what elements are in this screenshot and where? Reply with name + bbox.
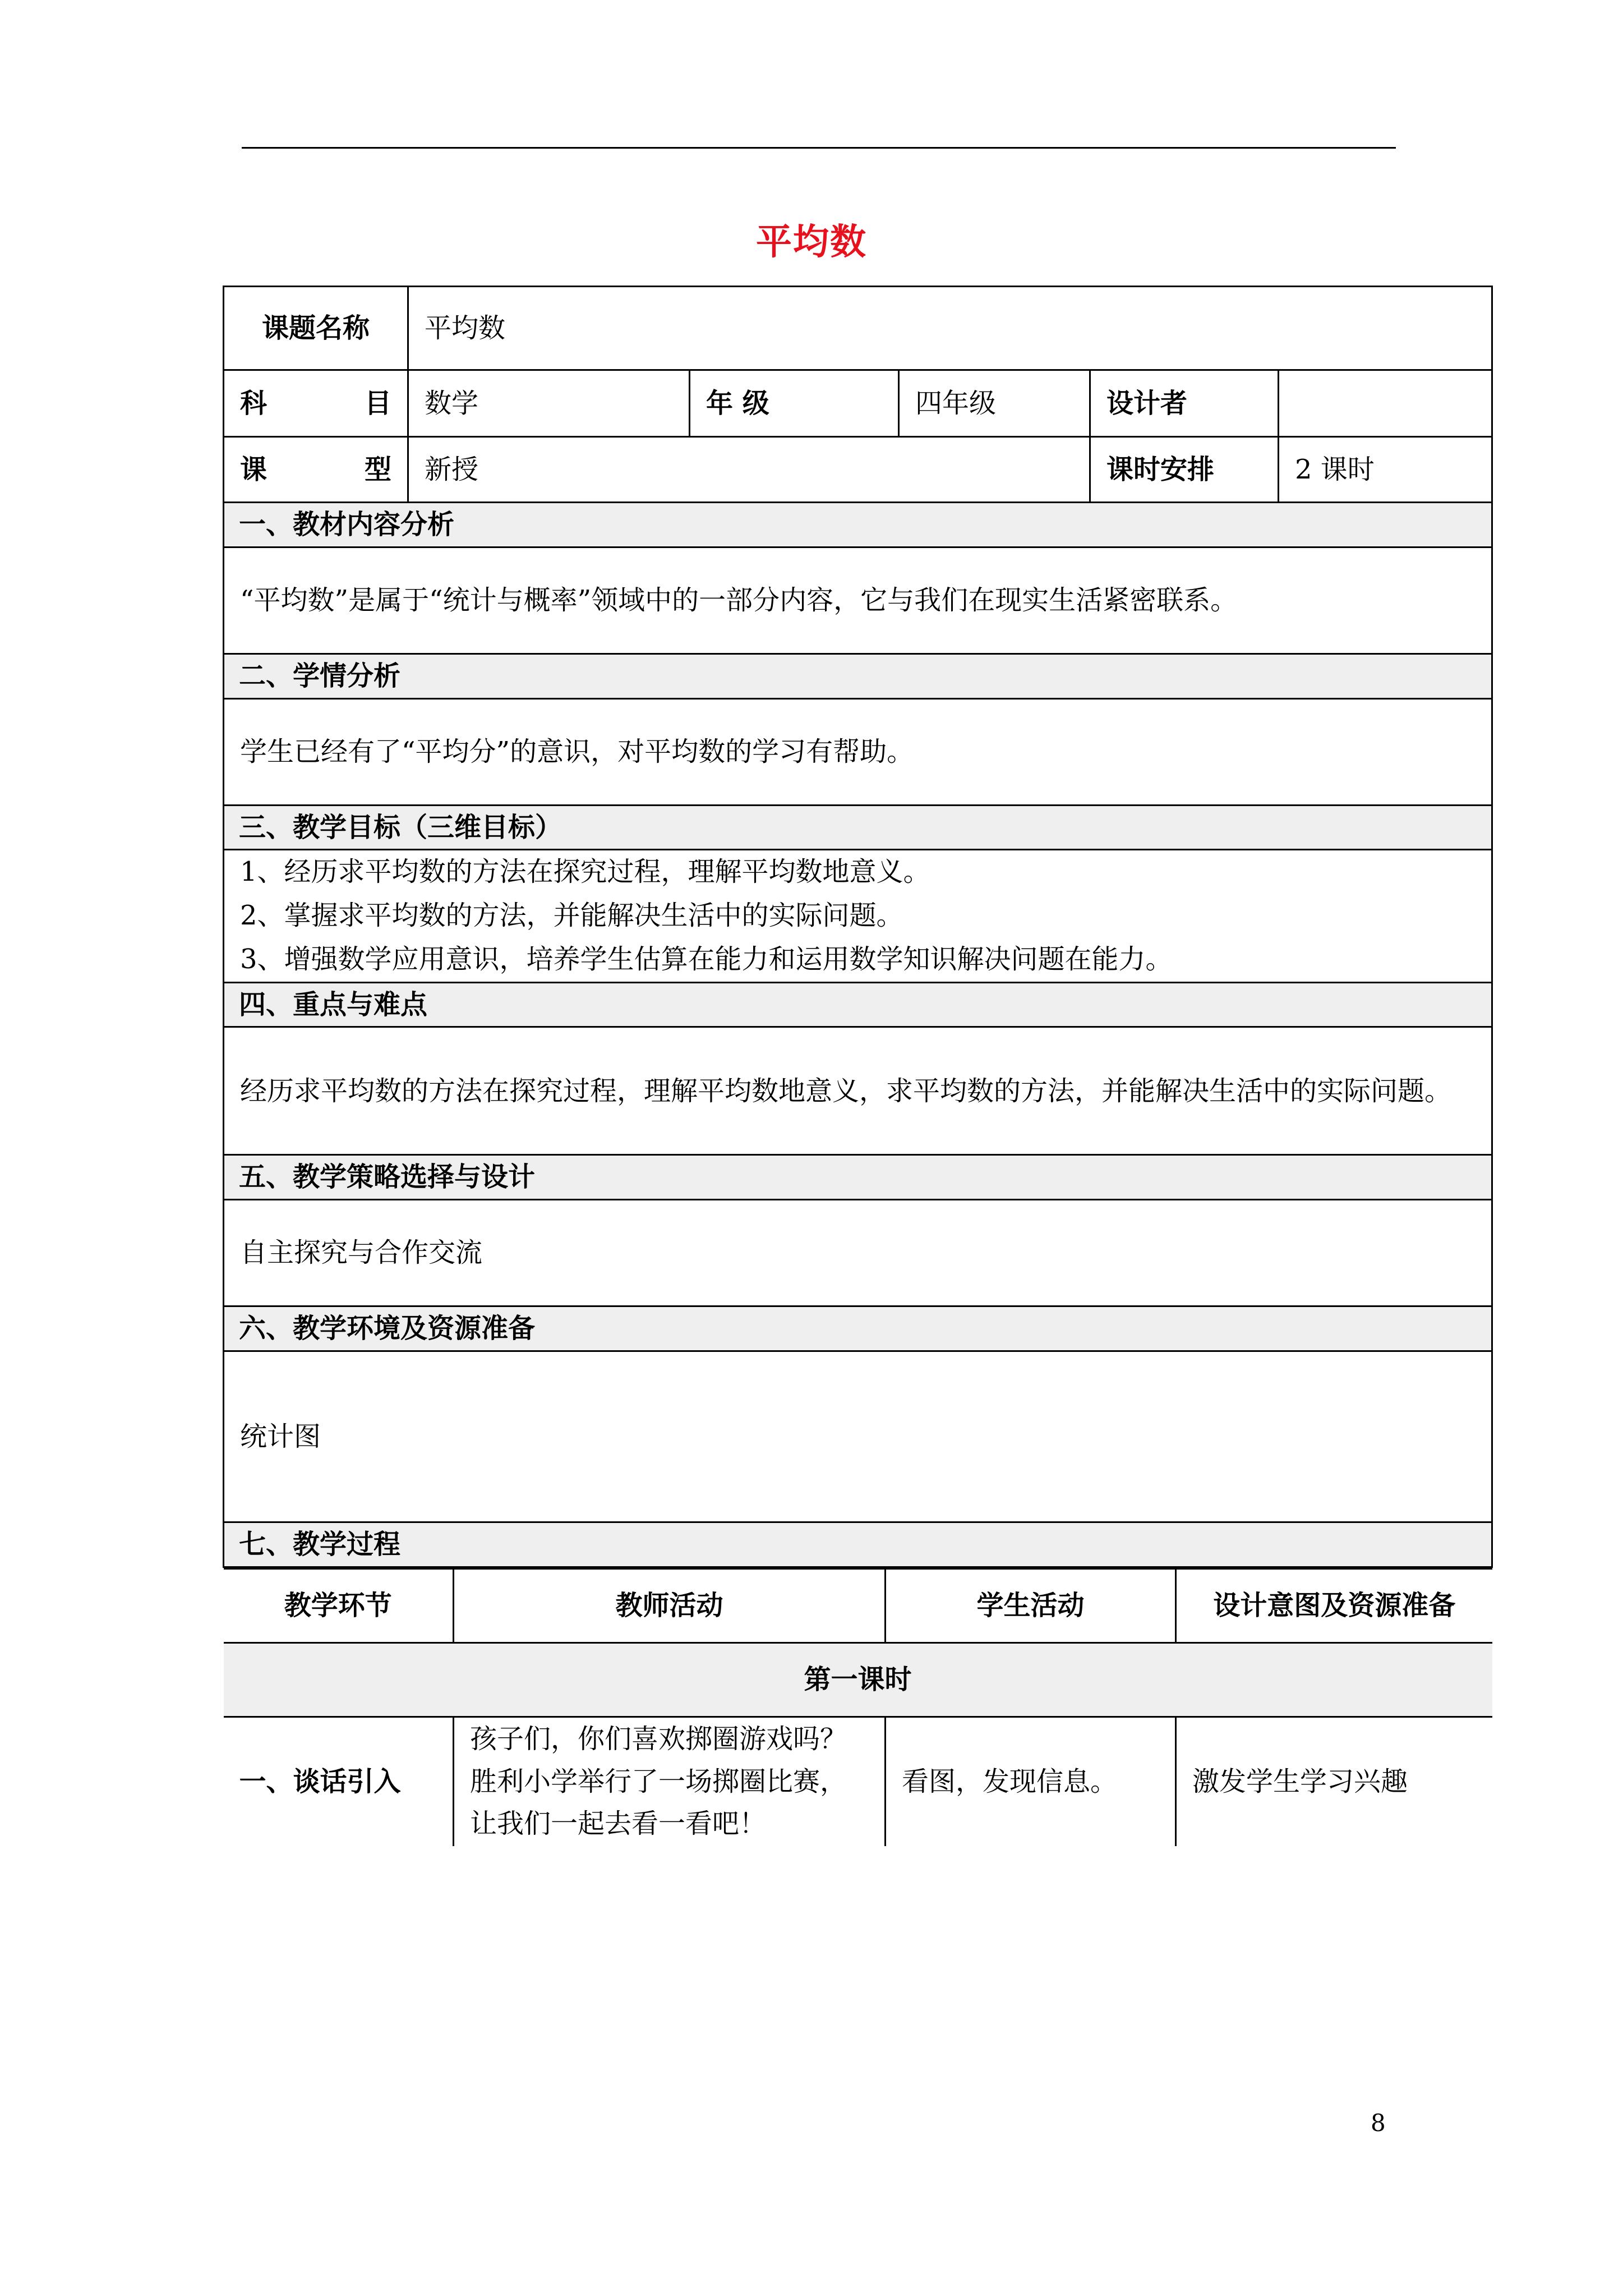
col-header-stage: 教学环节 (224, 1568, 454, 1642)
topic-value: 平均数 (408, 287, 1492, 370)
objective-line: 2、掌握求平均数的方法，并能解决生活中的实际问题。 (240, 900, 903, 932)
hours-label: 课时安排 (1090, 437, 1279, 503)
section-body-textbook: “平均数”是属于“统计与概率”领域中的一部分内容，它与我们在现实生活紧密联系。 (224, 547, 1492, 654)
process-header-row (224, 1568, 1492, 1642)
design-intent-cell: 激发学生学习兴趣 (1176, 1717, 1492, 1846)
section-body-resources: 统计图 (224, 1351, 1492, 1522)
section-heading-objectives: 三、教学目标（三维目标） (224, 805, 1492, 850)
objective-line: 3、增强数学应用意识，培养学生估算在能力和运用数学知识解决问题在能力。 (240, 943, 1173, 975)
col-header-student: 学生活动 (886, 1568, 1176, 1642)
section-heading-strategy: 五、教学策略选择与设计 (224, 1155, 1492, 1200)
col-header-intent: 设计意图及资源准备 (1176, 1568, 1492, 1642)
section-heading-key-points: 四、重点与难点 (224, 982, 1492, 1027)
page-number: 8 (1371, 2109, 1386, 2137)
section-body-key-points: 经历求平均数的方法在探究过程，理解平均数地意义，求平均数的方法，并能解决生活中的实际问题。 (224, 1027, 1492, 1155)
section-heading-textbook: 一、教材内容分析 (224, 503, 1492, 547)
section-heading-resources: 六、教学环境及资源准备 (224, 1306, 1492, 1351)
type-row (224, 437, 1492, 503)
teacher-activity-line: 孩子们，你们喜欢掷圈游戏吗？ (470, 1723, 847, 1755)
lesson-plan-table (223, 286, 1493, 1846)
designer-label: 设计者 (1090, 370, 1279, 437)
process-step-row (224, 1717, 1492, 1846)
process-table (224, 1568, 1492, 1847)
period-row (224, 1642, 1492, 1717)
subject-row (224, 370, 1492, 437)
student-activity-cell: 看图，发现信息。 (886, 1717, 1176, 1846)
section-heading-learners: 二、学情分析 (224, 654, 1492, 698)
section-body-strategy: 自主探究与合作交流 (224, 1200, 1492, 1306)
header-rule (242, 147, 1396, 149)
section-body-learners: 学生已经有了“平均分”的意识，对平均数的学习有帮助。 (224, 698, 1492, 805)
type-label: 课 型 (224, 437, 408, 503)
teacher-activity-cell (454, 1717, 886, 1846)
objective-line: 1、经历求平均数的方法在探究过程，理解平均数地意义。 (240, 856, 930, 888)
process-container-row (224, 1567, 1492, 1846)
topic-row (224, 287, 1492, 370)
section-heading-process: 七、教学过程 (224, 1522, 1492, 1567)
designer-value (1279, 370, 1492, 437)
col-header-teacher: 教师活动 (454, 1568, 886, 1642)
period-label: 第一课时 (224, 1642, 1492, 1717)
subject-value: 数学 (408, 370, 690, 437)
stage-cell: 一、谈话引入 (224, 1717, 454, 1846)
hours-value: 2 课时 (1279, 437, 1492, 503)
grade-label: 年 级 (690, 370, 899, 437)
subject-label: 科 目 (224, 370, 408, 437)
teacher-activity-line: 胜利小学举行了一场掷圈比赛， (470, 1765, 847, 1797)
page-title: 平均数 (756, 222, 867, 263)
teacher-activity-line: 让我们一起去看一看吧！ (470, 1808, 767, 1840)
section-body-objectives (224, 850, 1492, 982)
grade-value: 四年级 (899, 370, 1090, 437)
topic-label: 课题名称 (224, 287, 408, 370)
type-value: 新授 (408, 437, 1090, 503)
